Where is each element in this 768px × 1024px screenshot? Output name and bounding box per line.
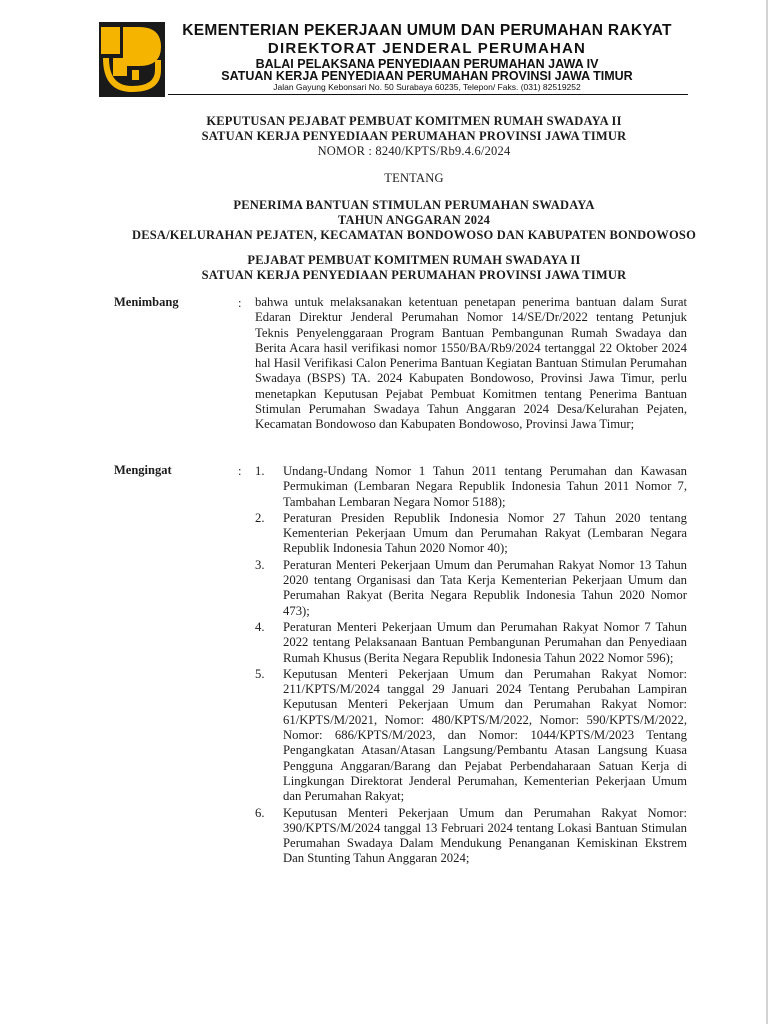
item-number: 4.	[255, 619, 265, 634]
menimbang-label: Menimbang	[114, 295, 179, 309]
decree-title-line2: SATUAN KERJA PENYEDIAAN PERUMAHAN PROVINSI JAWA TIMUR	[201, 129, 627, 143]
balai-name: BALAI PELAKSANA PENYEDIAAN PERUMAHAN JAWA IV	[255, 57, 599, 71]
official-line1: PEJABAT PEMBUAT KOMITMEN RUMAH SWADAYA II	[247, 253, 581, 267]
subject-line3: DESA/KELURAHAN PEJATEN, KECAMATAN BONDOWOSO DAN KABUPATEN BONDOWOSO	[131, 228, 697, 242]
menimbang-colon: :	[238, 296, 242, 310]
office-address: Jalan Gayung Kebonsari No. 50 Surabaya 60235, Telepon/ Faks. (031) 82519252	[273, 82, 581, 92]
ministry-name: KEMENTERIAN PEKERJAAN UMUM DAN PERUMAHAN RAKYAT	[182, 22, 672, 39]
item-number: 3.	[255, 557, 265, 572]
item-number: 2.	[255, 510, 265, 525]
letterhead-divider	[168, 94, 688, 95]
satker-name: SATUAN KERJA PENYEDIAAN PERUMAHAN PROVINSI JAWA TIMUR	[221, 69, 633, 83]
mengingat-item	[255, 464, 687, 510]
official-line2: SATUAN KERJA PENYEDIAAN PERUMAHAN PROVINSI JAWA TIMUR	[201, 268, 627, 282]
directorate-name: DIREKTORAT JENDERAL PERUMAHAN	[267, 40, 587, 57]
mengingat-item	[255, 511, 687, 557]
decree-number: NOMOR : 8240/KPTS/Rb9.4.6/2024	[317, 144, 511, 158]
item-text: Keputusan Menteri Pekerjaan Umum dan Perumahan Rakyat Nomor: 211/KPTS/M/2024 tanggal 29 Januari 2024 Tentang Perubahan Lampiran Keputusan Menteri Pekerjaan Umum dan Perumahan Rakyat Nomor: 61/KPTS/M/2021, Nomor: 480/KPTS/M/2022, Nomor: 590/KPTS/M/2022, Nomor: 686/KPTS/M/2023, dan Nomor: 1044/KPTS/M/2023 Tentang Pengangkatan Atasan/Atasan Langsung/Pembantu Atasan Langsung Kuasa Pengguna Anggaran/Barang dan Pejabat Perbendaharaan Satuan Kerja di Lingkungan Direktorat Jenderal Perumahan, Kementerian Pekerjaan Umum dan Perumahan Rakyat;	[283, 666, 687, 804]
mengingat-item	[255, 558, 687, 619]
subject-line2: TAHUN ANGGARAN 2024	[337, 213, 491, 227]
item-text: Undang-Undang Nomor 1 Tahun 2011 tentang Perumahan dan Kawasan Permukiman (Lembaran Negara Republik Indonesia Tahun 2011 Nomor 7, Tambahan Lembaran Negara Nomor 5188);	[283, 464, 687, 509]
item-number: 6.	[255, 805, 265, 820]
mengingat-item	[255, 806, 687, 867]
item-number: 1.	[255, 464, 265, 478]
item-text: Keputusan Menteri Pekerjaan Umum dan Perumahan Rakyat Nomor: 390/KPTS/M/2024 tanggal 13 Februari 2024 tentang Lokasi Bantuan Stimulan Perumahan Swadaya Dalam Mendukung Penanganan Kemiskinan Ekstrem Dan Stunting Tahun Anggaran 2024;	[283, 805, 687, 866]
mengingat-item	[255, 667, 687, 805]
item-text: Peraturan Menteri Pekerjaan Umum dan Perumahan Rakyat Nomor 7 Tahun 2022 tentang Pelaksanaan Bantuan Pembangunan Perumahan dan Penyediaan Rumah Khusus (Berita Negara Republik Indonesia Tahun 2022 Nomor 596);	[283, 619, 687, 665]
pupr-logo-icon	[99, 22, 165, 97]
item-text: Peraturan Presiden Republik Indonesia Nomor 27 Tahun 2020 tentang Kementerian Pekerjaan Umum dan Perumahan Rakyat (Lembaran Negara Republik Indonesia Tahun 2020 Nomor 40);	[283, 510, 687, 556]
mengingat-item	[255, 620, 687, 666]
decree-title-line1: KEPUTUSAN PEJABAT PEMBUAT KOMITMEN RUMAH SWADAYA II	[206, 114, 622, 128]
mengingat-colon: :	[238, 464, 242, 478]
mengingat-label: Mengingat	[114, 463, 172, 477]
item-text: Peraturan Menteri Pekerjaan Umum dan Perumahan Rakyat Nomor 13 Tahun 2020 tentang Organisasi dan Tata Kerja Kementerian Pekerjaan Umum dan Perumahan Rakyat (Berita Negara Republik Indonesia Tahun 2020 Nomor 473);	[283, 557, 687, 618]
menimbang-text: bahwa untuk melaksanakan ketentuan penetapan penerima bantuan dalam Surat Edaran Direktur Jenderal Perumahan Nomor 14/SE/Dr/2022 tentang Petunjuk Teknis Penyelenggaraan Program Bantuan Pembangunan Rumah Swadaya dan Berita Acara hasil verifikasi nomor 1550/BA/Rb9/2024 tertanggal 22 Oktober 2024 hal Hasil Verifikasi Calon Penerima Bantuan Kegiatan Bantuan Stimulan Perumahan Swadaya (BSPS) TA. 2024 Kabupaten Bondowoso, Provinsi Jawa Timur, perlu menetapkan Keputusan Pejabat Pembuat Komitmen tentang Penerima Bantuan Stimulan Perumahan Swadaya Tahun Anggaran 2024 Desa/Kelurahan Pejaten, Kecamatan Bondowoso dan Kabupaten Bondowoso, Provinsi Jawa Timur;	[255, 295, 687, 432]
item-number: 5.	[255, 666, 265, 681]
mengingat-list	[255, 464, 687, 868]
subject-line1: PENERIMA BANTUAN STIMULAN PERUMAHAN SWADAYA	[233, 198, 595, 212]
tentang-heading: TENTANG	[384, 171, 444, 185]
